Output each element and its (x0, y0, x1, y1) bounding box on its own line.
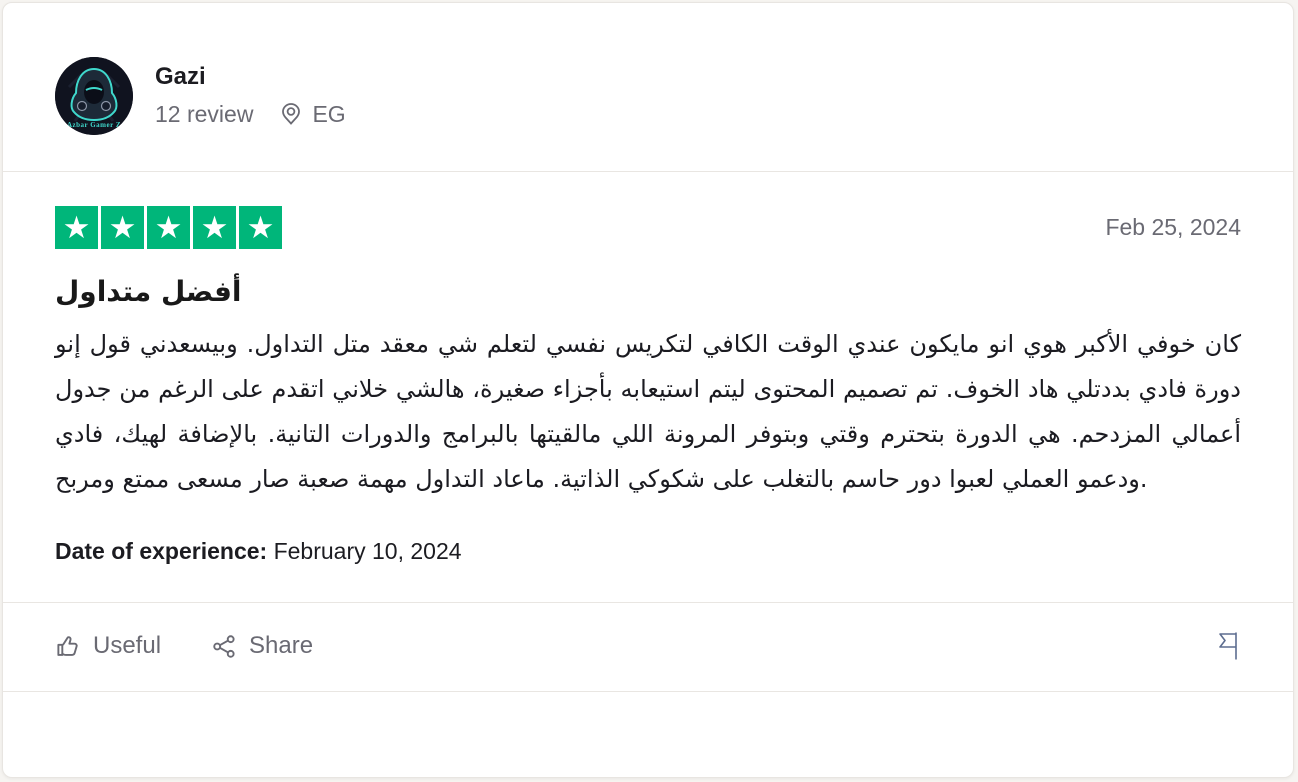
reviewer-location (279, 101, 345, 128)
star-icon: ★ (101, 206, 144, 249)
reviewer-meta (155, 64, 346, 127)
experience-label: Date of experience: (55, 538, 268, 564)
bottom-divider (3, 691, 1293, 692)
avatar-text: Azbar Gamer Z (66, 121, 122, 129)
review-body: كان خوفي الأكبر هوي انو مايكون عندي الوقت الكافي لتكريس نفسي لتعلم شي معقد متل التداول. وبيسعدني قول إنو دورة فادي بددتلي هاد الخوف. تم تصميم المحتوى ليتم استيعابه بأجزاء صغيرة، هالشي خلاني اتقدم على الرغم من جدول أعمالي المزدحم. هي الدورة بتحترم وقتي وبتوفر المرونة اللي مالقيتها بالبرامج والدورات التانية. بالإضافة لهيك، فادي ودعمو العملي لعبوا دور حاسم بالتغلب على شكوكي الذاتية. ماعاد التداول مهمة صعبة صار مسعى ممتع ومربح. (55, 330, 1241, 493)
useful-button[interactable] (55, 632, 161, 660)
star-icon: ★ (239, 206, 282, 249)
flag-button[interactable] (1215, 631, 1241, 661)
review-date: Feb 25, 2024 (1105, 214, 1241, 240)
star-icon: ★ (55, 206, 98, 249)
experience-row (55, 538, 1241, 565)
avatar-image (55, 57, 133, 135)
flag-icon (1215, 631, 1241, 661)
thumbs-up-icon (55, 633, 82, 660)
review-card (2, 2, 1294, 778)
useful-label: Useful (93, 632, 162, 659)
review-main (3, 172, 1293, 565)
location-text: EG (312, 100, 346, 127)
share-label: Share (249, 632, 314, 659)
star-icon: ★ (193, 206, 236, 249)
reviewer-header (3, 3, 1293, 171)
star-rating (55, 206, 282, 249)
star-icon: ★ (147, 206, 190, 249)
review-count: 12 review (155, 100, 254, 127)
review-title[interactable]: أفضل متداول (55, 275, 242, 308)
avatar[interactable] (55, 57, 133, 135)
share-button[interactable] (211, 632, 313, 660)
card-footer (3, 603, 1293, 691)
share-icon (211, 633, 238, 660)
experience-date: February 10, 2024 (273, 538, 462, 564)
reviewer-name[interactable]: Gazi (155, 63, 206, 91)
location-pin-icon (279, 101, 303, 127)
